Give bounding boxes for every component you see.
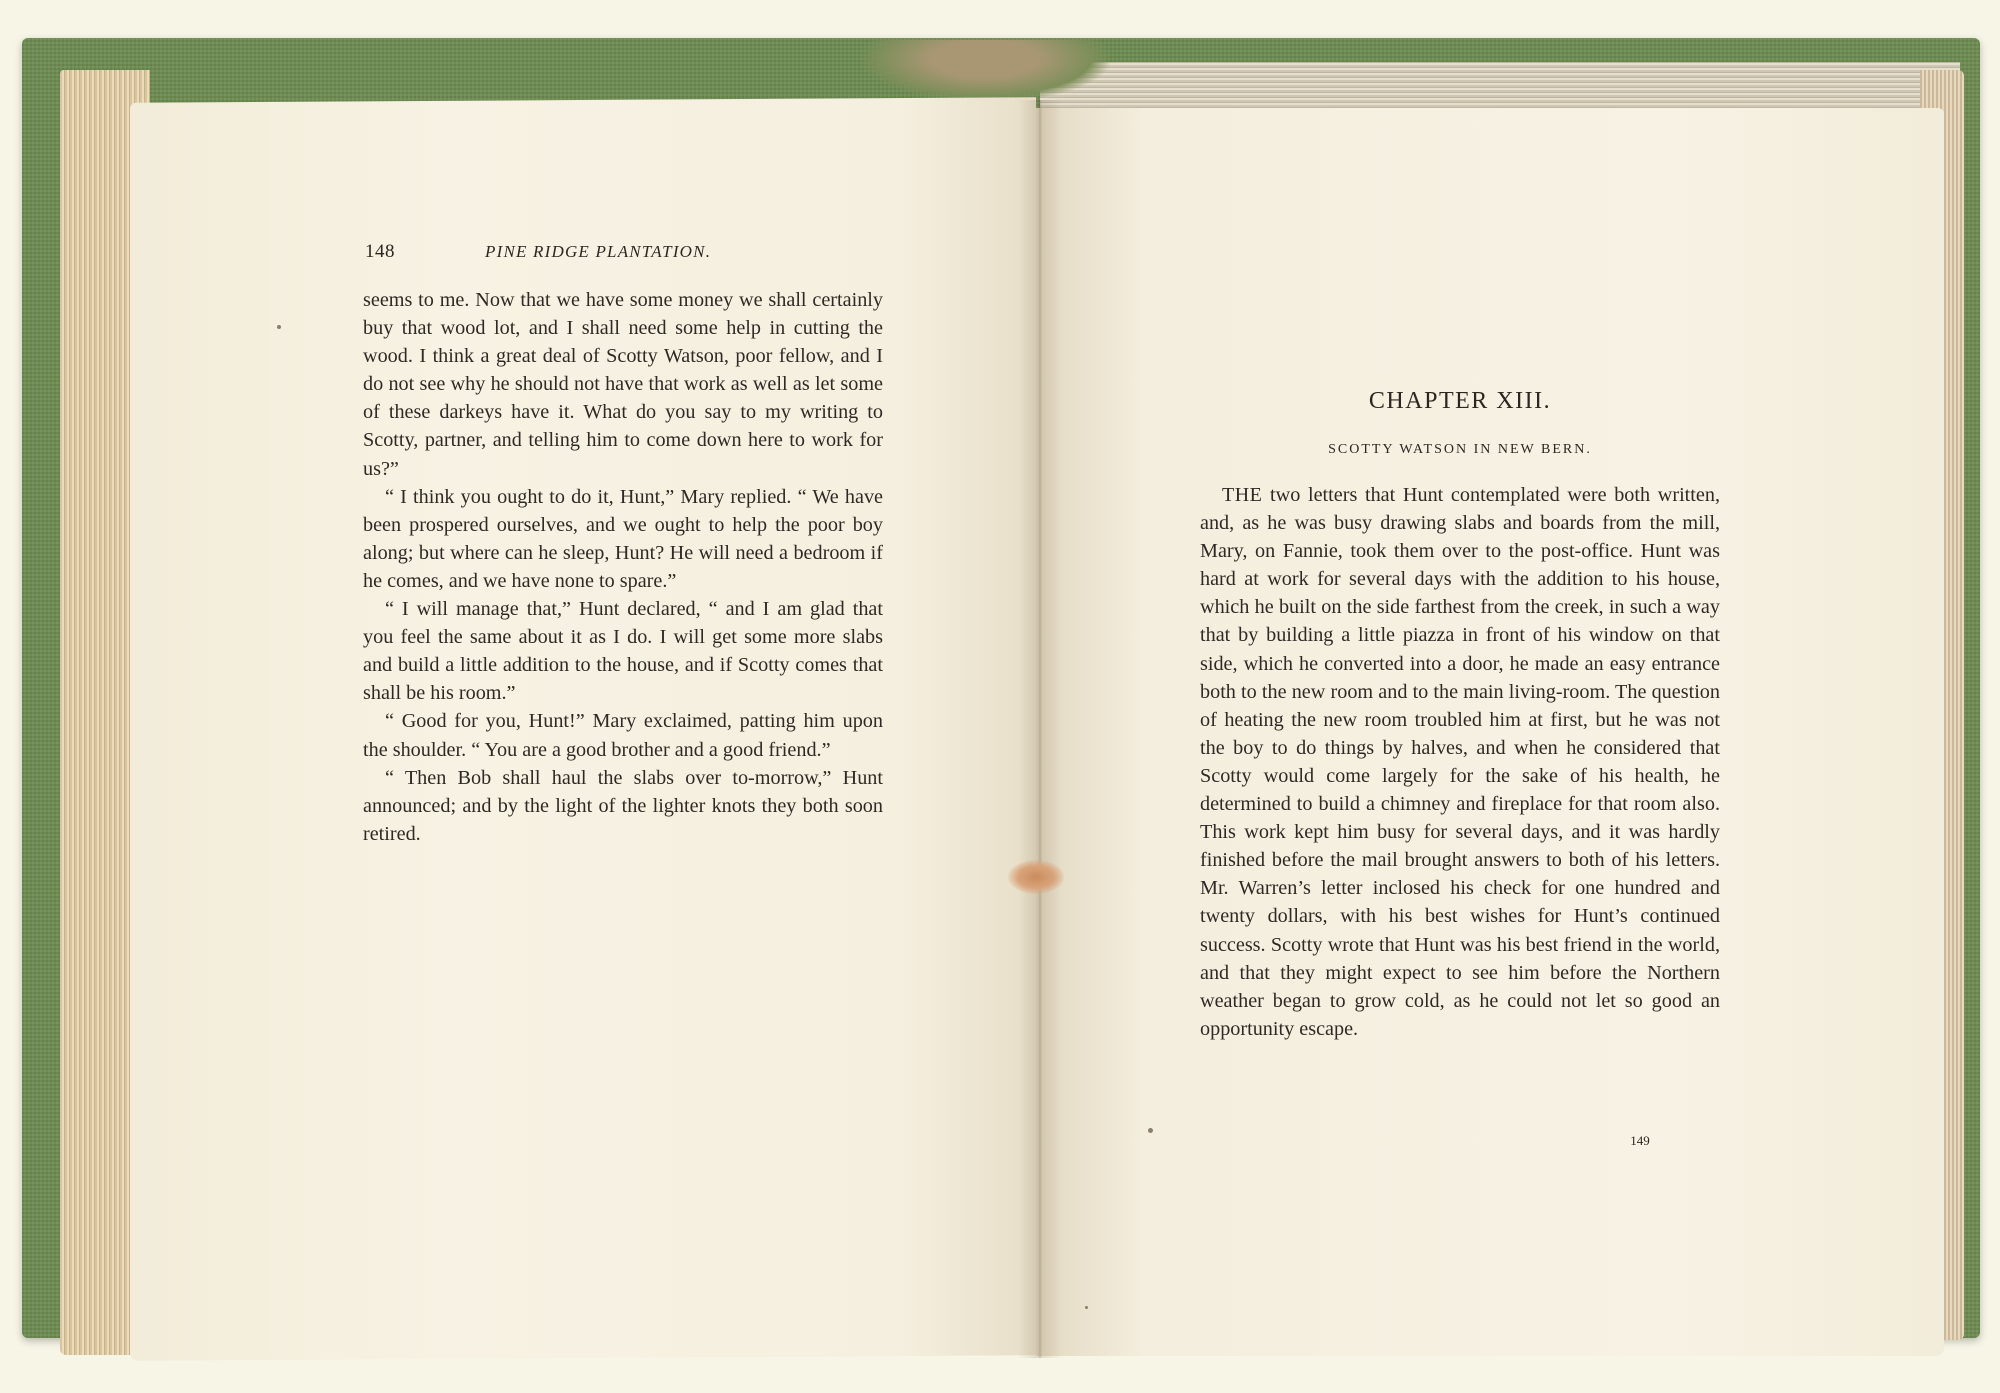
paragraph [1200, 481, 1720, 1043]
paper-speck [1085, 1306, 1088, 1309]
spine-frayed-cloth [860, 40, 1110, 102]
opening-paragraph-text: two letters that Hunt contemplated were both written, and, as he was busy drawing slabs and boards from the mill, Mary, on Fannie, took them over to the post-office. Hunt was hard at work for several days with the addition to his house, which he built on the side farthest from the creek, in such a way that by building a little piazza in front of his window on that side, which he converted into a door, he made an easy entrance both to the new room and to the main living-room. The question of heating the new room troubled him at first, but he was not the boy to do things by halves, and when he considered that Scotty would come largely for the sake of his health, he determined to build a chimney and fireplace for that room also. This work kept him busy for several days, and it was hardly finished before the mail brought answers to both of his letters. Mr. Warren’s letter inclosed his check for one hundred and twenty dollars, with his best wishes for Hunt’s continued success. Scotty wrote that Hunt was his best friend in the world, and that they might expect to see him before the Northern weather began to grow cold, as he could not let so good an opportunity escape. [1200, 484, 1720, 1040]
paragraph: “ Good for you, Hunt!” Mary exclaimed, patting him upon the shoulder. “ You are a good brother and a good friend.” [363, 710, 883, 761]
opening-word: THE [1222, 484, 1263, 506]
paper-speck [1148, 1128, 1153, 1133]
left-running-head [365, 241, 885, 263]
paragraph: “ Then Bob shall haul the slabs over to-morrow,” Hunt announced; and by the light of the lighter knots they both soon retired. [363, 766, 883, 845]
running-title: PINE RIDGE PLANTATION. [485, 242, 712, 261]
left-page-text [363, 286, 883, 848]
book-gutter [1018, 100, 1062, 1358]
paper-speck [277, 325, 281, 329]
chapter-title: CHAPTER XIII. [1368, 388, 1552, 414]
gutter-stain [1008, 860, 1064, 894]
right-page-text [1200, 481, 1720, 1043]
right-page-number: 149 [1630, 1133, 1650, 1148]
paragraph: “ I will manage that,” Hunt declared, “ and I am glad that you feel the same about it as I do. I will get some more slabs and build a little addition to the house, and if Scotty comes that shall be his room.” [363, 598, 883, 705]
chapter-subtitle: SCOTTY WATSON IN NEW BERN. [1328, 442, 1592, 457]
left-page-number: 148 [365, 241, 395, 262]
paragraph: seems to me. Now that we have some money we shall certainly buy that wood lot, and I shall need some help in cutting the wood. I think a great deal of Scotty Watson, poor fellow, and I do not see why he should not have that work as well as let some of these darkeys have it. What do you say to my writing to Scotty, partner, and telling him to come down here to work for us?” [363, 289, 883, 480]
paragraph: “ I think you ought to do it, Hunt,” Mary replied. “ We have been prospered ourselves, and we ought to help the poor boy along; but where can he sleep, Hunt? He will need a bedroom if he comes, and we have none to spare.” [363, 485, 883, 592]
